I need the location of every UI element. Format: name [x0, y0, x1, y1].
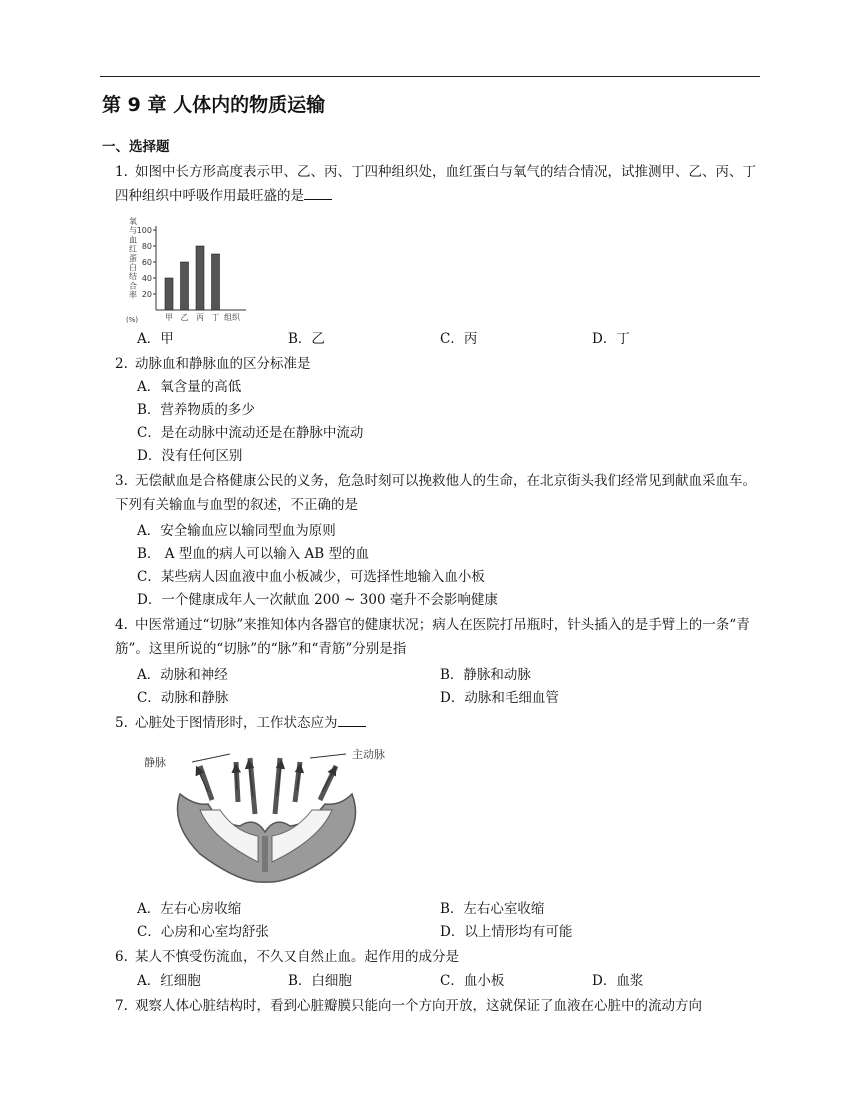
bar-丙 [196, 246, 204, 310]
heart-diagram [140, 744, 410, 898]
q1-option-d[interactable]: D．丁 [592, 331, 630, 347]
q6-option-d[interactable]: D．血浆 [592, 973, 644, 989]
question-text: 心脏处于图情形时，工作状态应为 [135, 715, 338, 731]
answer-blank [338, 712, 366, 727]
question-text: 如图中长方形高度表示甲、乙、丙、丁四种组织处，血红蛋白与氧气的结合情况，试推测甲、乙、丙、丁四种组织中呼吸作用最旺盛的是 [115, 164, 756, 204]
q6-option-b[interactable]: B．白细胞 [288, 973, 352, 989]
y-axis-label-char: 与 [129, 226, 137, 236]
y-axis-label-char: 率 [129, 290, 137, 300]
question-1 [115, 160, 765, 208]
bar-chart [124, 214, 264, 330]
y-axis-label-char: 白 [129, 263, 137, 272]
y-tick-label: 80 [141, 242, 152, 251]
question-2 [115, 352, 765, 376]
question-number: 1. [115, 164, 128, 180]
question-7 [115, 994, 765, 1018]
q4-option-d[interactable]: D．动脉和毛细血管 [440, 690, 559, 706]
heart-diagram-svg [140, 744, 410, 894]
q5-option-a[interactable]: A．左右心房收缩 [137, 901, 242, 917]
y-tick-label: 20 [141, 290, 152, 299]
question-3 [115, 469, 765, 517]
question-number: 4. [115, 617, 128, 633]
q1-option-a[interactable]: A．甲 [137, 331, 174, 347]
question-number: 5. [115, 715, 128, 731]
q4-option-b[interactable]: B．静脉和动脉 [440, 667, 531, 683]
x-axis-label: 组织 [224, 313, 240, 322]
artery-center-1 [250, 758, 255, 814]
q2-option-c[interactable]: C．是在动脉中流动还是在静脉中流动 [137, 425, 364, 441]
q3-option-b[interactable]: B． A 型血的病人可以输入 AB 型的血 [137, 546, 370, 562]
bar-乙 [181, 262, 189, 310]
x-tick-label: 丙 [196, 313, 204, 322]
x-tick-label: 乙 [180, 313, 189, 322]
q5-option-c[interactable]: C．心房和心室均舒张 [137, 924, 269, 940]
question-text: 观察人体心脏结构时，看到心脏瓣膜只能向一个方向开放，这就保证了血液在心脏中的流动方向 [135, 998, 702, 1014]
septum [262, 836, 268, 872]
label-vein: 静脉 [144, 756, 166, 769]
y-axis-label-char: 氧 [129, 217, 137, 226]
question-number: 7. [115, 998, 128, 1014]
page-title: 第 9 章 人体内的物质运输 [102, 94, 326, 116]
q3-option-d[interactable]: D．一个健康成年人一次献血 200 ~ 300 毫升不会影响健康 [137, 592, 498, 608]
artery-center-2 [275, 758, 280, 814]
y-axis-label-char: 蛋 [129, 253, 137, 263]
q6-option-a[interactable]: A．红细胞 [137, 973, 201, 989]
question-6 [115, 945, 765, 969]
y-axis-label-char: 红 [129, 244, 137, 254]
question-text: 动脉血和静脉血的区分标准是 [135, 356, 311, 372]
question-number: 2. [115, 356, 128, 372]
question-5 [115, 711, 765, 735]
y-axis-label-char: 血 [129, 235, 137, 245]
q2-option-a[interactable]: A．氧含量的高低 [137, 379, 242, 395]
q3-option-a[interactable]: A．安全输血应以输同型血为原则 [137, 523, 336, 539]
q6-option-c[interactable]: C．血小板 [440, 973, 505, 989]
q1-option-b[interactable]: B．乙 [288, 331, 325, 347]
x-tick-label: 丁 [211, 313, 220, 322]
q2-option-b[interactable]: B．营养物质的多少 [137, 402, 255, 418]
q2-option-d[interactable]: D．没有任何区别 [137, 448, 243, 464]
x-tick-label: 甲 [165, 313, 173, 322]
q4-option-c[interactable]: C．动脉和静脉 [137, 690, 229, 706]
bar-甲 [165, 278, 173, 310]
y-tick-label: 100 [136, 226, 152, 235]
question-text: 无偿献血是合格健康公民的义务，危急时刻可以挽救他人的生命，在北京街头我们经常见到献血采血车。下列有关输血与血型的叙述，不正确的是 [115, 473, 756, 513]
q1-option-c[interactable]: C．丙 [440, 331, 478, 347]
y-axis-unit: (%) [126, 316, 139, 324]
q5-option-d[interactable]: D．以上情形均有可能 [440, 924, 573, 940]
q4-option-a[interactable]: A．动脉和神经 [137, 667, 228, 683]
q3-option-c[interactable]: C．某些病人因血液中血小板减少，可选择性地输入血小板 [137, 569, 485, 585]
question-text: 中医常通过“切脉”来推知体内各器官的健康状况；病人在医院打吊瓶时，针头插入的是手臂上的一条“青筋”。这里所说的“切脉”的“脉”和“青筋”分别是指 [115, 617, 750, 657]
top-rule [100, 76, 760, 77]
y-axis-label-char: 结 [129, 272, 137, 282]
y-tick-label: 40 [141, 274, 152, 283]
y-tick-label: 60 [141, 258, 152, 267]
bar-chart-svg [124, 214, 264, 326]
question-number: 3. [115, 473, 128, 489]
question-4 [115, 613, 765, 661]
question-text: 某人不慎受伤流血，不久又自然止血。起作用的成分是 [135, 949, 459, 965]
vein-left [200, 766, 212, 800]
y-axis-label-char: 合 [129, 281, 137, 291]
label-aorta: 主动脉 [352, 748, 385, 761]
answer-blank [304, 185, 332, 200]
section-heading: 一、选择题 [102, 139, 170, 155]
bar-丁 [212, 254, 220, 310]
q5-option-b[interactable]: B．左右心室收缩 [440, 901, 545, 917]
question-number: 6. [115, 949, 128, 965]
